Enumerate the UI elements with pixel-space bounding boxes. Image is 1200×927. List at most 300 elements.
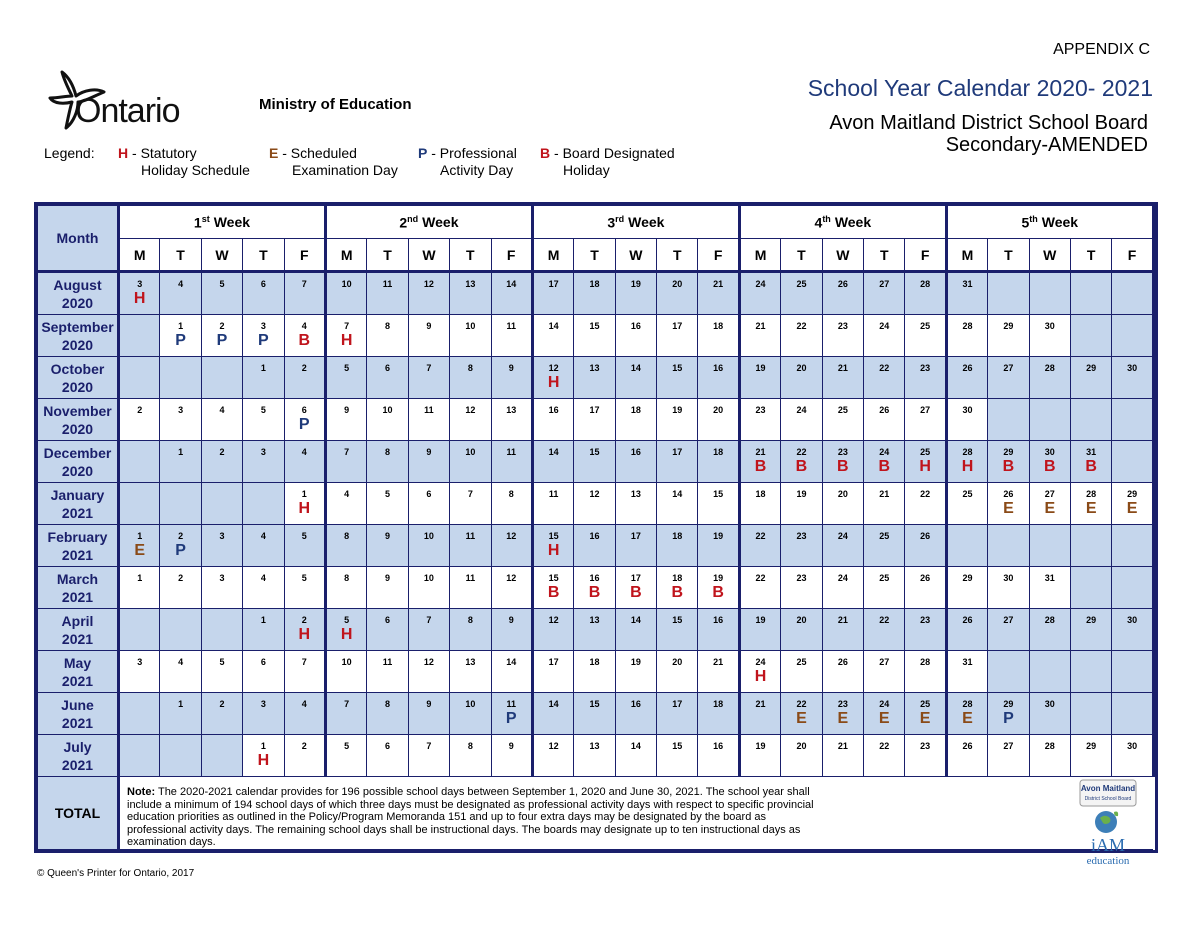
day-cell xyxy=(988,735,1029,777)
day-cell xyxy=(1029,609,1070,651)
empty-day-cell xyxy=(1112,651,1153,693)
day-cell xyxy=(739,525,780,567)
day-number: 7 xyxy=(344,321,350,331)
day-number: 1 xyxy=(260,363,266,373)
month-label xyxy=(38,525,119,567)
month-label xyxy=(38,609,119,651)
day-number: 3 xyxy=(260,321,266,331)
day-number: 26 xyxy=(962,741,973,751)
day-cell xyxy=(119,399,160,441)
day-cell xyxy=(1029,315,1070,357)
day-number: 26 xyxy=(962,363,973,373)
day-number: 28 xyxy=(1086,489,1097,499)
week-label: Week xyxy=(628,214,665,231)
month-label xyxy=(38,399,119,441)
day-number: 24 xyxy=(879,447,890,457)
day-cell xyxy=(864,441,905,483)
day-number: 6 xyxy=(385,741,391,751)
day-number: 26 xyxy=(962,615,973,625)
day-number: 21 xyxy=(755,699,766,709)
day-cell xyxy=(905,525,946,567)
day-cell xyxy=(408,525,449,567)
day-number: 23 xyxy=(755,405,766,415)
day-number: 2 xyxy=(301,741,307,751)
empty-day-cell xyxy=(988,399,1029,441)
day-number: 8 xyxy=(385,447,391,457)
day-number: 30 xyxy=(1044,321,1055,331)
weekday-header: T xyxy=(1070,239,1111,272)
day-number: 27 xyxy=(879,657,890,667)
day-cell xyxy=(284,441,325,483)
day-number: 12 xyxy=(423,279,434,289)
day-number: 6 xyxy=(260,279,266,289)
day-number: 10 xyxy=(341,657,352,667)
day-number: 18 xyxy=(672,531,683,541)
empty-day-cell xyxy=(1029,651,1070,693)
day-code: B xyxy=(630,584,642,601)
day-code: B xyxy=(878,458,890,475)
weekday-header: M xyxy=(325,239,366,272)
day-code: H xyxy=(298,626,311,643)
day-number: 25 xyxy=(879,531,890,541)
day-number: 18 xyxy=(589,279,600,289)
month-row xyxy=(38,525,1154,567)
board-logo xyxy=(1076,778,1140,870)
day-cell xyxy=(574,272,615,315)
empty-day-cell xyxy=(1112,272,1153,315)
day-cell xyxy=(657,272,698,315)
day-number: 8 xyxy=(467,615,473,625)
calendar-title: School Year Calendar 2020- 2021 xyxy=(807,75,1153,101)
day-number: 4 xyxy=(178,279,184,289)
day-cell xyxy=(1112,483,1153,525)
day-cell xyxy=(450,735,491,777)
day-cell xyxy=(822,735,863,777)
day-cell xyxy=(408,735,449,777)
day-cell xyxy=(657,735,698,777)
day-number: 7 xyxy=(426,741,432,751)
day-number: 23 xyxy=(920,741,931,751)
day-cell xyxy=(781,441,822,483)
weekday-header: F xyxy=(905,239,946,272)
day-cell xyxy=(532,609,573,651)
day-number: 3 xyxy=(137,279,143,289)
day-cell xyxy=(905,399,946,441)
day-cell xyxy=(739,315,780,357)
day-cell xyxy=(864,272,905,315)
day-number: 15 xyxy=(672,615,683,625)
day-number: 16 xyxy=(713,615,724,625)
day-number: 11 xyxy=(506,447,516,457)
day-cell xyxy=(450,357,491,399)
day-cell xyxy=(698,525,739,567)
day-cell xyxy=(284,567,325,609)
day-cell xyxy=(905,357,946,399)
day-number: 12 xyxy=(423,657,434,667)
day-cell xyxy=(946,483,987,525)
ministry-name: Ministry of Education xyxy=(259,96,412,113)
day-number: 22 xyxy=(755,531,766,541)
day-number: 9 xyxy=(344,405,350,415)
day-cell xyxy=(367,483,408,525)
day-cell xyxy=(284,272,325,315)
day-number: 31 xyxy=(1044,573,1055,583)
day-number: 18 xyxy=(672,573,683,583)
day-cell xyxy=(408,567,449,609)
legend-code: H xyxy=(118,145,129,161)
day-cell xyxy=(201,693,242,735)
month-row xyxy=(38,315,1154,357)
month-name: December xyxy=(43,444,112,461)
day-cell xyxy=(822,483,863,525)
day-cell xyxy=(739,483,780,525)
day-cell xyxy=(946,735,987,777)
board-logo-tag2: education xyxy=(1086,855,1130,867)
day-cell xyxy=(988,693,1029,735)
weekday-header: T xyxy=(781,239,822,272)
day-cell xyxy=(450,483,491,525)
day-cell xyxy=(946,315,987,357)
day-code: H xyxy=(961,458,974,475)
day-number: 26 xyxy=(920,573,931,583)
week-number: 4 xyxy=(814,214,823,231)
day-cell xyxy=(946,651,987,693)
legend-text: Activity Day xyxy=(440,162,514,178)
day-number: 9 xyxy=(508,363,514,373)
day-number: 19 xyxy=(713,531,724,541)
day-cell xyxy=(615,609,656,651)
month-row xyxy=(38,357,1154,399)
day-code: B xyxy=(298,332,311,349)
weekday-header: W xyxy=(822,239,863,272)
day-number: 14 xyxy=(672,489,683,499)
weekday-header: T xyxy=(988,239,1029,272)
day-number: 23 xyxy=(837,447,848,457)
week-header xyxy=(119,206,326,239)
legend-label: Legend: xyxy=(44,145,95,161)
day-cell xyxy=(532,272,573,315)
day-cell xyxy=(491,357,532,399)
day-cell xyxy=(698,693,739,735)
day-number: 2 xyxy=(219,321,225,331)
day-number: 29 xyxy=(1127,489,1138,499)
day-number: 12 xyxy=(548,741,559,751)
day-code: B xyxy=(837,458,849,475)
day-number: 20 xyxy=(796,615,807,625)
day-cell xyxy=(739,441,780,483)
weekday-header: T xyxy=(367,239,408,272)
day-number: 29 xyxy=(1086,615,1097,625)
day-cell xyxy=(367,609,408,651)
day-cell xyxy=(1070,357,1111,399)
day-cell xyxy=(864,357,905,399)
day-code: E xyxy=(134,542,146,559)
day-number: 5 xyxy=(219,657,225,667)
day-cell xyxy=(574,735,615,777)
day-cell xyxy=(822,441,863,483)
weekday-header: F xyxy=(284,239,325,272)
empty-day-cell xyxy=(119,693,160,735)
day-cell xyxy=(822,609,863,651)
day-cell xyxy=(284,651,325,693)
day-cell xyxy=(367,399,408,441)
weekday-header: T xyxy=(450,239,491,272)
day-number: 25 xyxy=(837,405,848,415)
day-cell xyxy=(615,399,656,441)
day-number: 9 xyxy=(385,573,391,583)
weekday-header: T xyxy=(657,239,698,272)
day-cell xyxy=(822,693,863,735)
day-number: 20 xyxy=(713,405,724,415)
day-number: 6 xyxy=(301,405,307,415)
day-cell xyxy=(905,693,946,735)
empty-day-cell xyxy=(1029,272,1070,315)
day-cell xyxy=(160,525,201,567)
month-name: March xyxy=(56,570,99,587)
day-cell xyxy=(781,525,822,567)
day-cell xyxy=(284,525,325,567)
day-cell xyxy=(657,525,698,567)
weekday-header: T xyxy=(160,239,201,272)
day-cell xyxy=(367,567,408,609)
day-cell xyxy=(243,399,284,441)
day-cell xyxy=(781,483,822,525)
day-number: 18 xyxy=(713,447,724,457)
ontario-wordmark: Ontario xyxy=(75,92,180,130)
day-number: 28 xyxy=(1044,741,1055,751)
day-cell xyxy=(698,315,739,357)
day-cell xyxy=(367,315,408,357)
day-cell xyxy=(988,357,1029,399)
day-cell xyxy=(864,525,905,567)
day-number: 12 xyxy=(548,363,559,373)
day-number: 10 xyxy=(465,447,476,457)
day-cell xyxy=(325,272,366,315)
day-number: 29 xyxy=(1003,699,1014,709)
day-cell xyxy=(946,441,987,483)
day-cell xyxy=(284,735,325,777)
day-cell xyxy=(698,567,739,609)
day-cell xyxy=(781,693,822,735)
month-label xyxy=(38,567,119,609)
day-number: 9 xyxy=(385,531,391,541)
day-cell xyxy=(905,567,946,609)
day-cell xyxy=(574,651,615,693)
week-label: Week xyxy=(834,214,872,231)
day-cell xyxy=(698,651,739,693)
day-number: 22 xyxy=(920,489,931,499)
day-number: 31 xyxy=(1086,447,1097,457)
day-cell xyxy=(1029,567,1070,609)
weekday-header: W xyxy=(615,239,656,272)
day-cell xyxy=(822,272,863,315)
day-number: 11 xyxy=(382,279,393,289)
day-cell xyxy=(160,315,201,357)
legend-text: Holiday xyxy=(563,162,610,178)
weekday-header: F xyxy=(491,239,532,272)
day-number: 22 xyxy=(879,615,890,625)
day-number: 16 xyxy=(630,321,641,331)
day-cell xyxy=(160,567,201,609)
day-number: 1 xyxy=(301,489,307,499)
day-code: E xyxy=(837,710,849,727)
day-cell xyxy=(532,483,573,525)
month-name: April xyxy=(61,612,94,629)
day-cell xyxy=(1029,693,1070,735)
day-number: 8 xyxy=(385,321,391,331)
day-cell xyxy=(243,272,284,315)
day-number: 5 xyxy=(301,531,307,541)
day-cell xyxy=(988,567,1029,609)
month-label xyxy=(38,735,119,777)
weekday-header: M xyxy=(119,239,160,272)
empty-day-cell xyxy=(1070,315,1111,357)
day-cell xyxy=(657,609,698,651)
day-number: 21 xyxy=(713,657,724,667)
day-number: 15 xyxy=(589,699,600,709)
day-number: 3 xyxy=(219,531,225,541)
day-cell xyxy=(781,357,822,399)
day-number: 7 xyxy=(467,489,473,499)
month-label xyxy=(38,441,119,483)
day-cell xyxy=(325,315,366,357)
day-cell xyxy=(864,651,905,693)
day-number: 16 xyxy=(589,573,600,583)
day-cell xyxy=(905,483,946,525)
day-number: 25 xyxy=(920,699,931,709)
day-cell xyxy=(532,441,573,483)
day-number: 24 xyxy=(755,657,766,667)
day-cell xyxy=(491,567,532,609)
legend-item-professional: P - Professional Activity Day xyxy=(418,145,517,178)
day-number: 14 xyxy=(630,615,641,625)
day-cell xyxy=(491,735,532,777)
day-cell xyxy=(698,441,739,483)
day-number: 5 xyxy=(219,279,225,289)
day-number: 17 xyxy=(589,405,600,415)
empty-day-cell xyxy=(988,525,1029,567)
day-cell xyxy=(119,651,160,693)
day-cell xyxy=(657,483,698,525)
empty-day-cell xyxy=(160,357,201,399)
day-number: 26 xyxy=(920,531,931,541)
day-cell xyxy=(450,315,491,357)
day-number: 28 xyxy=(1044,363,1055,373)
empty-day-cell xyxy=(988,651,1029,693)
month-year: 2021 xyxy=(61,504,94,521)
day-number: 30 xyxy=(1127,363,1138,373)
calendar-subtitle: Secondary-AMENDED xyxy=(945,134,1148,156)
day-cell xyxy=(532,567,573,609)
day-number: 3 xyxy=(260,447,266,457)
day-number: 27 xyxy=(920,405,931,415)
day-number: 25 xyxy=(920,321,931,331)
day-cell xyxy=(532,525,573,567)
day-code: B xyxy=(671,584,684,601)
day-cell xyxy=(160,441,201,483)
empty-day-cell xyxy=(119,315,160,357)
day-number: 26 xyxy=(879,405,890,415)
day-cell xyxy=(491,483,532,525)
day-cell xyxy=(946,399,987,441)
legend-item-board: B - Board Designated Holiday xyxy=(540,145,675,178)
day-cell xyxy=(450,441,491,483)
day-number: 25 xyxy=(796,279,807,289)
day-cell xyxy=(1029,441,1070,483)
day-number: 12 xyxy=(589,489,600,499)
day-number: 26 xyxy=(1003,489,1014,499)
day-cell xyxy=(574,567,615,609)
day-number: 2 xyxy=(219,447,225,457)
day-code: H xyxy=(298,500,311,517)
day-number: 5 xyxy=(344,741,350,751)
empty-day-cell xyxy=(1029,525,1070,567)
day-number: 15 xyxy=(548,531,559,541)
day-cell xyxy=(739,567,780,609)
day-code: H xyxy=(340,626,353,643)
day-number: 30 xyxy=(1003,573,1014,583)
empty-day-cell xyxy=(1070,525,1111,567)
week-suffix: nd xyxy=(407,213,419,224)
empty-day-cell xyxy=(119,357,160,399)
day-number: 14 xyxy=(630,363,641,373)
day-cell xyxy=(698,399,739,441)
day-cell xyxy=(946,609,987,651)
day-number: 5 xyxy=(344,363,350,373)
day-number: 21 xyxy=(879,489,890,499)
day-number: 10 xyxy=(341,279,352,289)
day-number: 19 xyxy=(672,405,683,415)
day-number: 18 xyxy=(589,657,600,667)
day-number: 8 xyxy=(344,531,350,541)
day-number: 22 xyxy=(755,573,766,583)
day-number: 5 xyxy=(385,489,391,499)
day-number: 22 xyxy=(796,321,807,331)
day-cell xyxy=(615,357,656,399)
legend-text: Examination Day xyxy=(292,162,398,178)
day-cell xyxy=(201,399,242,441)
empty-day-cell xyxy=(119,483,160,525)
legend-text: Scheduled xyxy=(290,145,357,161)
month-name: May xyxy=(63,654,92,671)
weekday-header: T xyxy=(864,239,905,272)
day-number: 10 xyxy=(465,699,476,709)
day-cell xyxy=(657,651,698,693)
day-cell xyxy=(325,651,366,693)
day-code: H xyxy=(919,458,931,475)
day-cell xyxy=(574,399,615,441)
day-code: P xyxy=(1003,710,1014,727)
board-logo-graphic xyxy=(1076,778,1140,870)
day-cell xyxy=(615,441,656,483)
day-number: 2 xyxy=(137,405,143,415)
day-number: 30 xyxy=(1127,741,1138,751)
empty-day-cell xyxy=(201,735,242,777)
empty-day-cell xyxy=(119,735,160,777)
day-number: 15 xyxy=(672,363,683,373)
day-code: P xyxy=(175,332,186,349)
day-number: 29 xyxy=(1003,447,1014,457)
day-number: 1 xyxy=(137,531,143,541)
day-cell xyxy=(201,272,242,315)
day-number: 24 xyxy=(755,279,766,289)
day-cell xyxy=(284,357,325,399)
day-number: 11 xyxy=(506,699,516,709)
day-number: 15 xyxy=(672,741,683,751)
empty-day-cell xyxy=(1029,399,1070,441)
month-row xyxy=(38,272,1154,315)
day-cell xyxy=(905,735,946,777)
